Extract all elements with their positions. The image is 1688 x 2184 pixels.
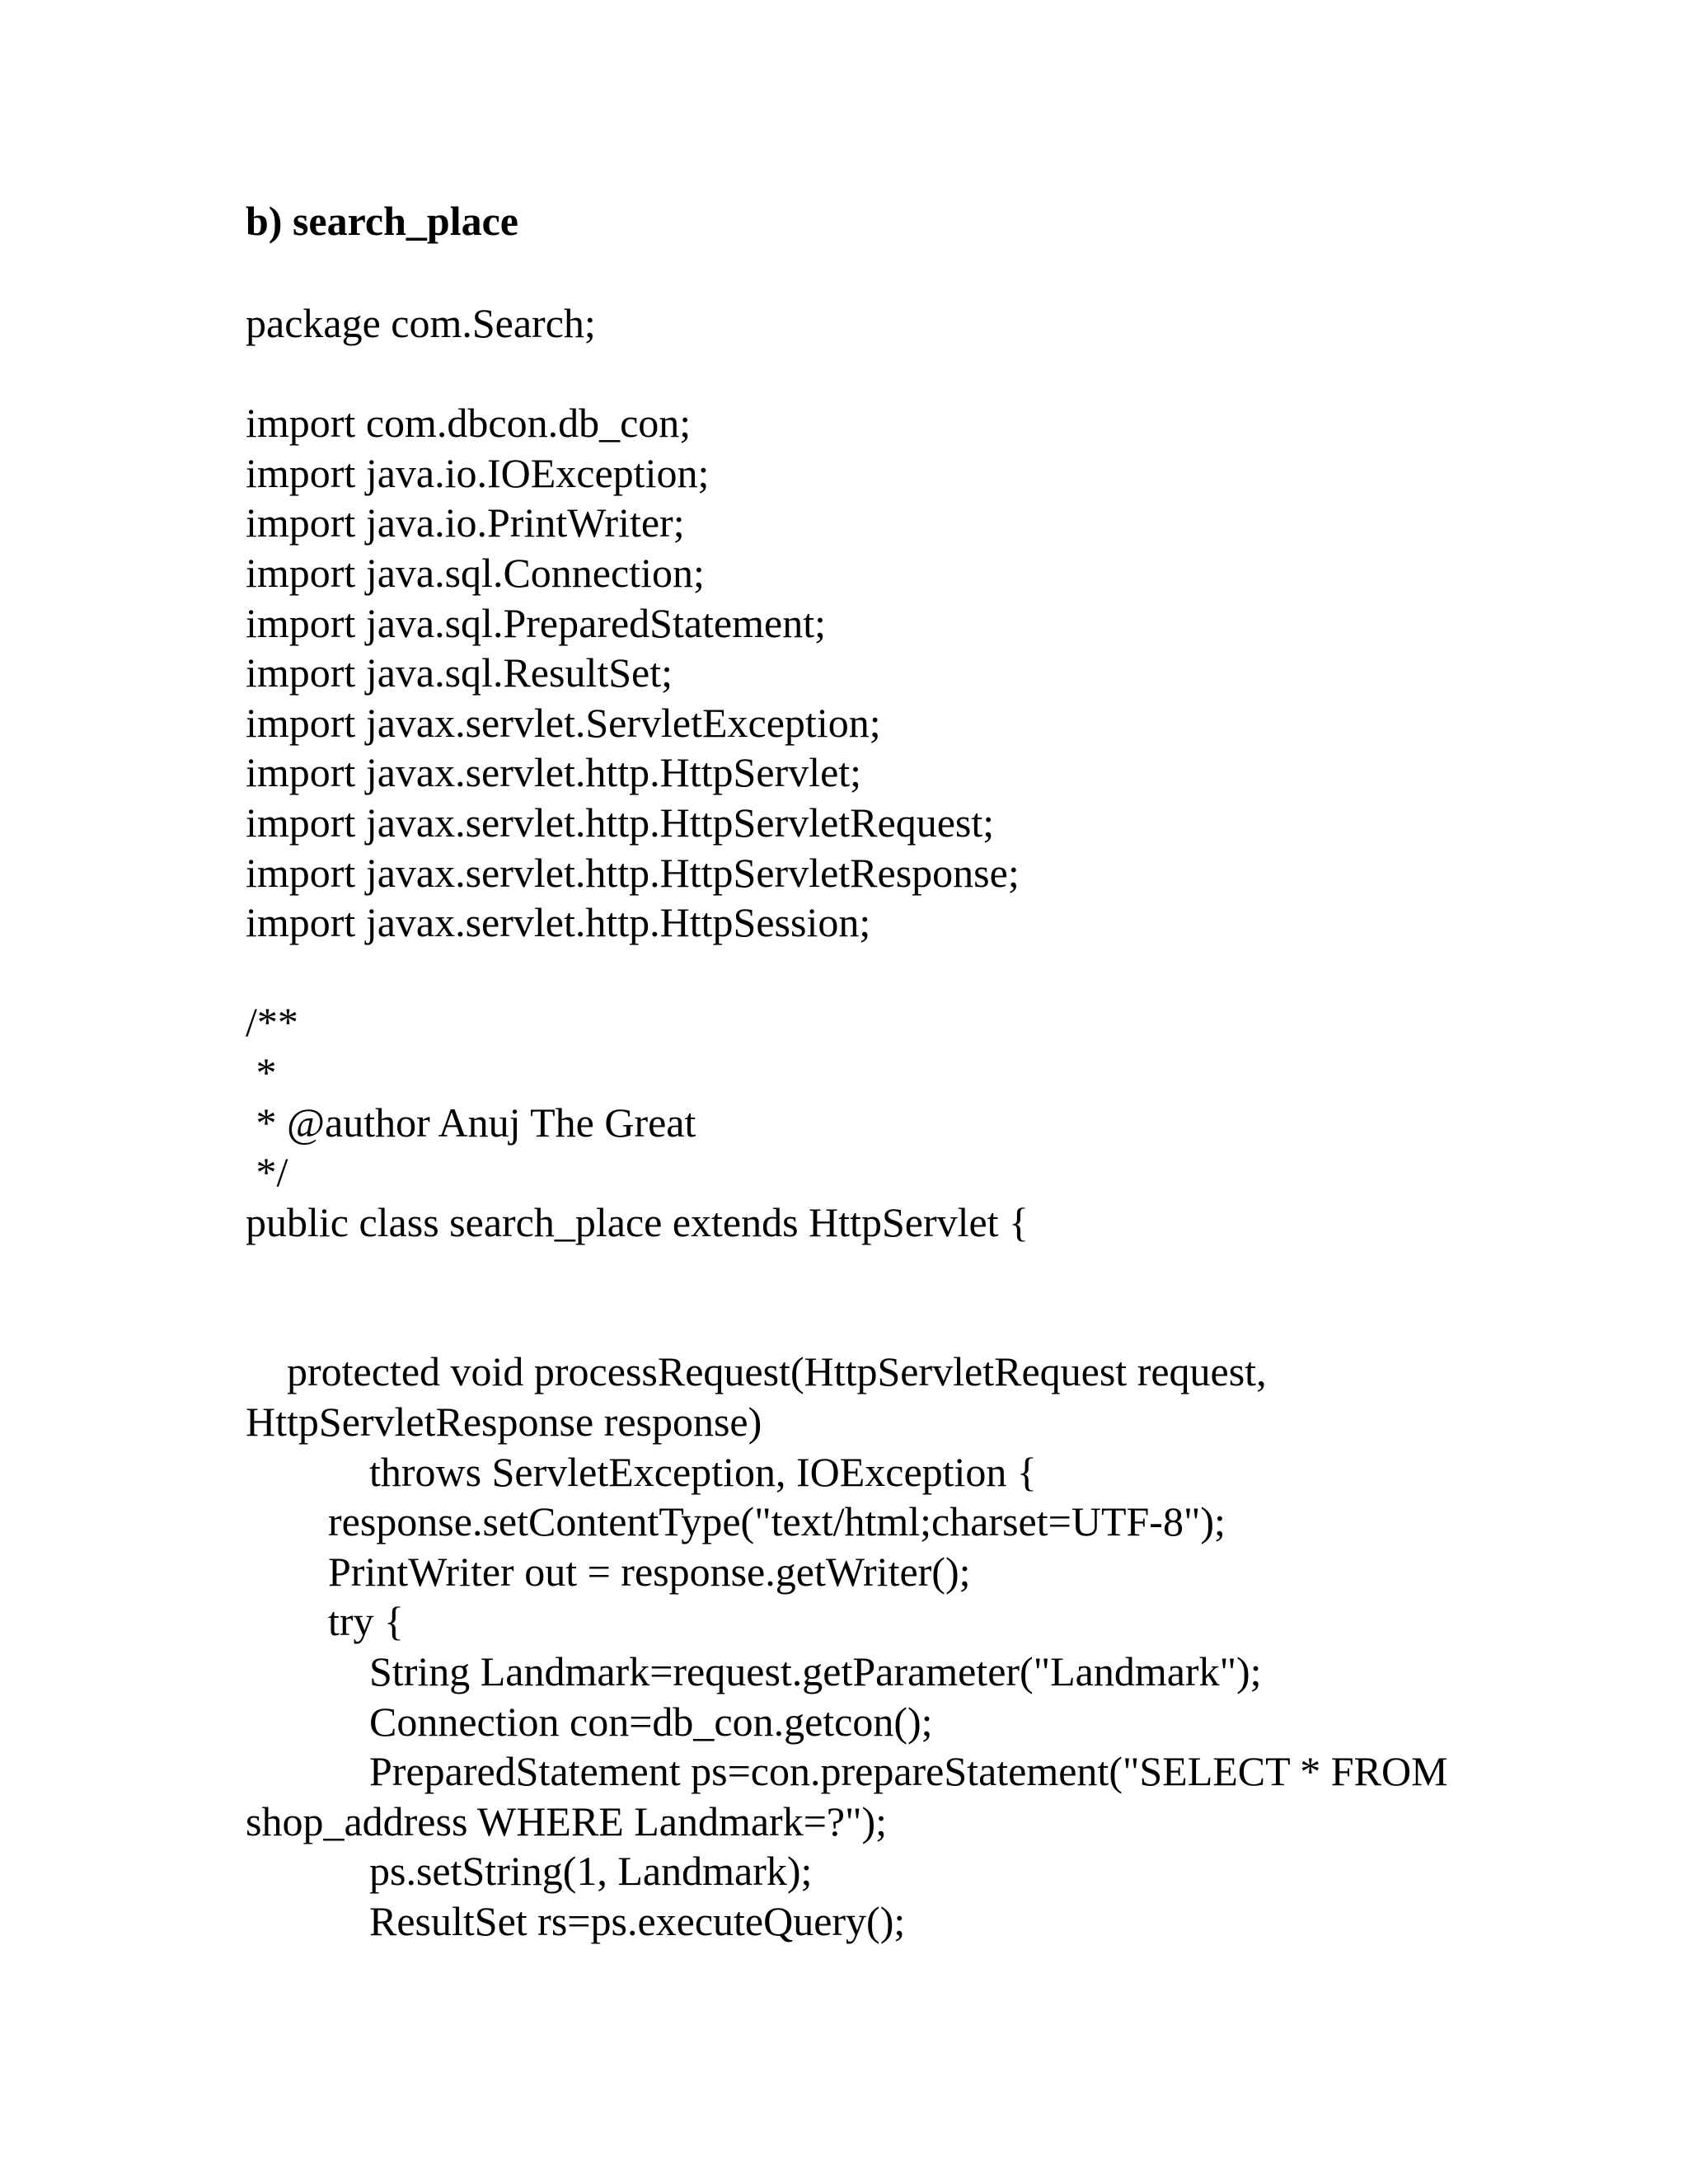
code-line-import: import javax.servlet.ServletException; [246, 699, 881, 746]
code-line-import: import java.sql.ResultSet; [246, 649, 673, 696]
section-heading: b) search_place [246, 198, 518, 244]
code-line-import: import javax.servlet.http.HttpServletResponse; [246, 849, 1020, 896]
code-line-statement: ps.setString(1, Landmark); [246, 1848, 813, 1895]
code-line-comment: */ [246, 1149, 288, 1196]
code-line-import: import java.io.PrintWriter; [246, 499, 685, 546]
code-line-import: import com.dbcon.db_con; [246, 400, 692, 447]
code-line-import: import java.sql.PreparedStatement; [246, 599, 826, 646]
code-line-import: import javax.servlet.http.HttpServletRequest; [246, 799, 995, 846]
code-line-import: import java.sql.Connection; [246, 549, 705, 596]
code-line-package: package com.Search; [246, 300, 596, 346]
code-listing [246, 298, 1448, 1947]
code-line-comment: * [246, 1048, 277, 1095]
code-line-statement: PrintWriter out = response.getWriter(); [246, 1548, 971, 1595]
code-line-method: throws ServletException, IOException { [246, 1448, 1037, 1495]
code-line-statement: PreparedStatement ps=con.prepareStatement("SELECT * FROM [246, 1748, 1448, 1795]
blank-line [246, 948, 1448, 998]
code-line-import: import javax.servlet.http.HttpSession; [246, 899, 871, 946]
code-line-statement: try { [246, 1598, 405, 1645]
code-line-import: import java.io.IOException; [246, 449, 710, 496]
code-line-class-declaration: public class search_place extends HttpServlet { [246, 1198, 1029, 1245]
code-line-method: HttpServletResponse response) [246, 1399, 762, 1446]
code-line-statement: String Landmark=request.getParameter("Landmark"); [246, 1648, 1262, 1695]
code-line-method: protected void processRequest(HttpServletRequest request, [246, 1348, 1267, 1395]
code-line-statement: response.setContentType("text/html;charset=UTF-8"); [246, 1498, 1226, 1545]
code-line-statement: ResultSet rs=ps.executeQuery(); [246, 1898, 906, 1944]
code-line-import: import javax.servlet.http.HttpServlet; [246, 749, 862, 796]
blank-line [246, 349, 1448, 399]
code-line-statement: shop_address WHERE Landmark=?"); [246, 1797, 888, 1844]
code-line-statement: Connection con=db_con.getcon(); [246, 1698, 933, 1745]
code-line-comment: /** [246, 999, 298, 1046]
blank-lines [246, 1247, 1448, 1347]
code-line-comment: * @author Anuj The Great [246, 1099, 696, 1146]
